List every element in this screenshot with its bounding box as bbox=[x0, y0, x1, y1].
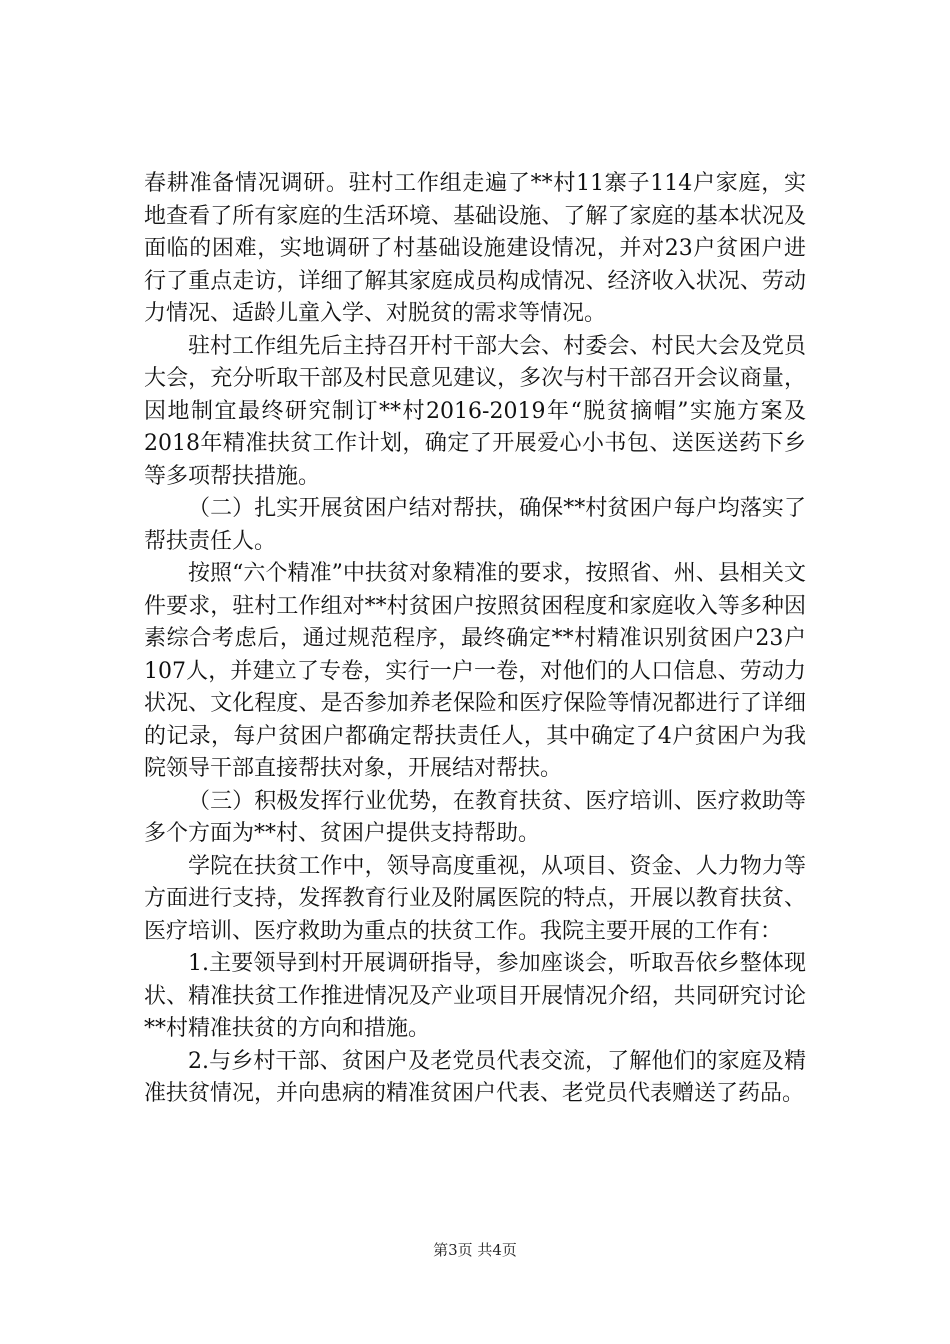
list-item-1: 1.主要领导到村开展调研指导，参加座谈会，听取吾依乡整体现状、精准扶贫工作推进情况及产业项目开展情况介绍，共同研究讨论**村精准扶贫的方向和措施。 bbox=[144, 951, 806, 1041]
document-body bbox=[144, 168, 806, 1111]
paragraph-continuation: 春耕准备情况调研。驻村工作组走遍了**村11寨子114户家庭，实地查看了所有家庭的生活环境、基础设施、了解了家庭的基本状况及面临的困难，实地调研了村基础设施建设情况，并对23户贫困户进行了重点走访，详细了解其家庭成员构成情况、经济收入状况、劳动力情况、适龄儿童入学、对脱贫的需求等情况。 bbox=[144, 171, 806, 326]
list-item-2: 2.与乡村干部、贫困户及老党员代表交流，了解他们的家庭及精准扶贫情况，并向患病的精准贫困户代表、老党员代表赠送了药品。 bbox=[144, 1048, 806, 1106]
paragraph-college: 学院在扶贫工作中，领导高度重视，从项目、资金、人力物力等方面进行支持，发挥教育行业及附属医院的特点，开展以教育扶贫、医疗培训、医疗救助为重点的扶贫工作。我院主要开展的工作有： bbox=[144, 853, 806, 944]
paragraph-meetings: 驻村工作组先后主持召开村干部大会、村委会、村民大会及党员大会，充分听取干部及村民意见建议，多次与村干部召开会议商量，因地制宜最终研究制订**村2016-2019年“脱贫摘帽”实施方案及2018年精准扶贫工作计划，确定了开展爱心小书包、送医送药下乡等多项帮扶措施。 bbox=[144, 333, 806, 489]
page-footer bbox=[0, 1239, 950, 1260]
page-number-label: 第3页 共4页 bbox=[433, 1241, 517, 1259]
section-heading-2: （二）扎实开展贫困户结对帮扶，确保**村贫困户每户均落实了帮扶责任人。 bbox=[144, 496, 806, 554]
paragraph-six-precise: 按照“六个精准”中扶贫对象精准的要求，按照省、州、县相关文件要求，驻村工作组对**村贫困户按照贫困程度和家庭收入等多种因素综合考虑后，通过规范程序，最终确定**村精准识别贫困户23户107人，并建立了专卷，实行一户一卷，对他们的人口信息、劳动力状况、文化程度、是否参加养老保险和医疗保险等情况都进行了详细的记录，每户贫困户都确定帮扶责任人，其中确定了4户贫困户为我院领导干部直接帮扶对象，开展结对帮扶。 bbox=[144, 561, 806, 781]
section-heading-3: （三）积极发挥行业优势，在教育扶贫、医疗培训、医疗救助等多个方面为**村、贫困户提供支持帮助。 bbox=[144, 788, 806, 846]
